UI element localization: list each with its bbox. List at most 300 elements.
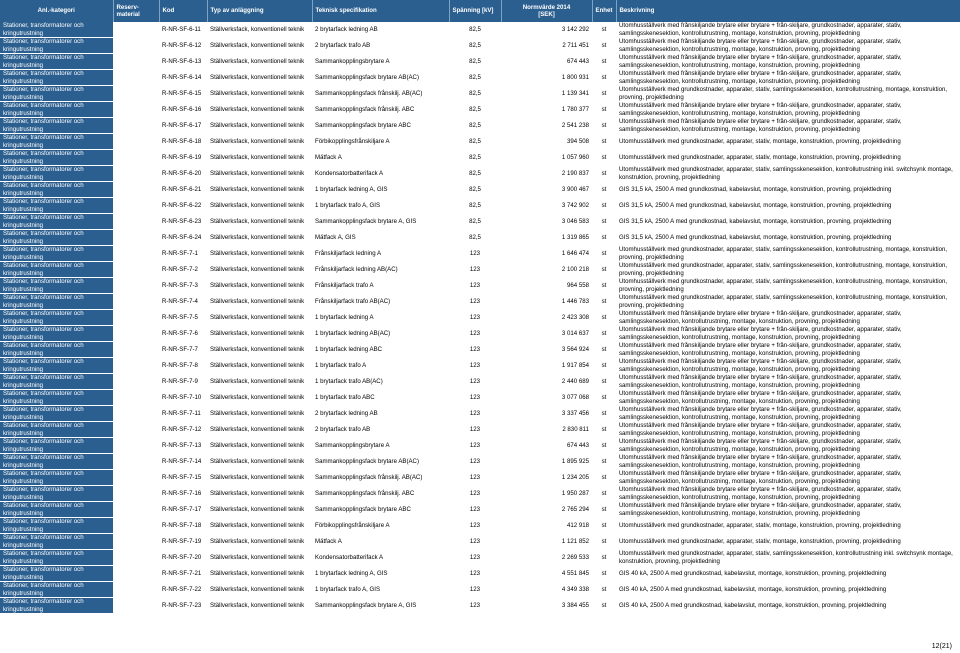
table-row (0, 262, 960, 278)
type-cell: Ställverksfack, konventionell teknik (207, 86, 312, 102)
spec-cell: Frånskiljarfack ledning AB(AC) (312, 262, 449, 278)
description-cell: GIS 31,5 kA, 2500 A med grundkostnad, kabelavslut, montage, konstruktion, provning, projektledning (616, 182, 960, 198)
reserve-cell (113, 534, 159, 550)
voltage-cell: 123 (449, 502, 501, 518)
norm-value-cell: 674 443 (501, 54, 592, 70)
category-cell: Stationer, transformatorer och kringutrustning (0, 54, 113, 70)
table-row (0, 70, 960, 86)
code-cell: R-NR-SF-7-16 (159, 486, 207, 502)
unit-cell: st (592, 518, 616, 534)
voltage-cell: 123 (449, 406, 501, 422)
code-cell: R-NR-SF-7-14 (159, 454, 207, 470)
spec-cell: 2 brytarfack ledning AB (312, 406, 449, 422)
type-cell: Ställverksfack, konventionell teknik (207, 598, 312, 614)
unit-cell: st (592, 182, 616, 198)
type-cell: Ställverksfack, konventionell teknik (207, 22, 312, 38)
norm-value-cell: 2 190 837 (501, 166, 592, 182)
norm-value-cell: 3 046 583 (501, 214, 592, 230)
header-description: Beskrivning (616, 0, 960, 22)
spec-cell: Förbikopplingsfrånskiljare A (312, 518, 449, 534)
reserve-cell (113, 454, 159, 470)
type-cell: Ställverksfack, konventionell teknik (207, 326, 312, 342)
code-cell: R-NR-SF-7-18 (159, 518, 207, 534)
description-cell: GIS 31,5 kA, 2500 A med grundkostnad, kabelavslut, montage, konstruktion, provning, projektledning (616, 198, 960, 214)
unit-cell: st (592, 86, 616, 102)
description-cell: Utomhusställverk med frånskiljande brytare eller brytare + från-skiljare, grundkostnader, apparater, stativ, samlingsskenesektion, kontrollutrustning, montage, konstruktion, provning, projektledning (616, 454, 960, 470)
type-cell: Ställverksfack, konventionell teknik (207, 422, 312, 438)
reserve-cell (113, 310, 159, 326)
spec-cell: Sammankopplingsfack frånskilj. ABC (312, 486, 449, 502)
description-cell: GIS 40 kA, 2500 A med grundkostnad, kabelavslut, montage, konstruktion, provning, projektledning (616, 598, 960, 614)
code-cell: R-NR-SF-7-4 (159, 294, 207, 310)
reserve-cell (113, 118, 159, 134)
unit-cell: st (592, 534, 616, 550)
voltage-cell: 82,5 (449, 70, 501, 86)
table-row (0, 598, 960, 614)
description-cell: Utomhusställverk med grundkostnader, apparater, stativ, montage, konstruktion, provning, projektledning (616, 518, 960, 534)
norm-value-cell: 4 349 338 (501, 582, 592, 598)
table-row (0, 406, 960, 422)
table-row (0, 326, 960, 342)
reserve-cell (113, 358, 159, 374)
code-cell: R-NR-SF-6-20 (159, 166, 207, 182)
table-row (0, 118, 960, 134)
category-cell: Stationer, transformatorer och kringutrustning (0, 438, 113, 454)
reserve-cell (113, 198, 159, 214)
description-cell: Utomhusställverk med frånskiljande brytare eller brytare + från-skiljare, grundkostnader, apparater, stativ, samlingsskenesektion, kontrollutrustning, montage, konstruktion, provning, projektledning (616, 102, 960, 118)
category-cell: Stationer, transformatorer och kringutrustning (0, 534, 113, 550)
type-cell: Ställverksfack, konventionell teknik (207, 358, 312, 374)
type-cell: Ställverksfack, konventionell teknik (207, 566, 312, 582)
table-row (0, 342, 960, 358)
reserve-cell (113, 374, 159, 390)
table-row (0, 454, 960, 470)
category-cell: Stationer, transformatorer och kringutrustning (0, 118, 113, 134)
spec-cell: Sammankopplingsfack brytare AB(AC) (312, 454, 449, 470)
type-cell: Ställverksfack, konventionell teknik (207, 278, 312, 294)
table-row (0, 502, 960, 518)
type-cell: Ställverksfack, konventionell teknik (207, 486, 312, 502)
type-cell: Ställverksfack, konventionell teknik (207, 38, 312, 54)
type-cell: Ställverksfack, konventionell teknik (207, 310, 312, 326)
description-cell: Utomhusställverk med frånskiljande brytare eller brytare + från-skiljare, grundkostnader, apparater, stativ, samlingsskenesektion, kontrollutrustning, montage, konstruktion, provning, projektledning (616, 406, 960, 422)
code-cell: R-NR-SF-7-9 (159, 374, 207, 390)
type-cell: Ställverksfack, konventionell teknik (207, 54, 312, 70)
norm-value-cell: 1 234 205 (501, 470, 592, 486)
table-row (0, 422, 960, 438)
category-cell: Stationer, transformatorer och kringutrustning (0, 470, 113, 486)
voltage-cell: 123 (449, 422, 501, 438)
unit-cell: st (592, 326, 616, 342)
norm-value-cell: 3 077 068 (501, 390, 592, 406)
norm-value-cell: 3 384 455 (501, 598, 592, 614)
header-category: Anl.-kategori (0, 0, 113, 22)
category-cell: Stationer, transformatorer och kringutrustning (0, 454, 113, 470)
category-cell: Stationer, transformatorer och kringutrustning (0, 198, 113, 214)
unit-cell: st (592, 294, 616, 310)
norm-value-cell: 3 142 292 (501, 22, 592, 38)
category-cell: Stationer, transformatorer och kringutrustning (0, 406, 113, 422)
code-cell: R-NR-SF-7-2 (159, 262, 207, 278)
description-cell: Utomhusställverk med grundkostnader, apparater, stativ, samlingsskenesektion, kontrollutrustning inkl. switchsynk montage, konstruktion, provning, projektledning (616, 550, 960, 566)
voltage-cell: 123 (449, 326, 501, 342)
norm-value-cell: 2 541 238 (501, 118, 592, 134)
voltage-cell: 82,5 (449, 118, 501, 134)
type-cell: Ställverksfack, konventionell teknik (207, 550, 312, 566)
category-cell: Stationer, transformatorer och kringutrustning (0, 310, 113, 326)
category-cell: Stationer, transformatorer och kringutrustning (0, 422, 113, 438)
table-row (0, 134, 960, 150)
code-cell: R-NR-SF-6-15 (159, 86, 207, 102)
unit-cell: st (592, 438, 616, 454)
unit-cell: st (592, 422, 616, 438)
code-cell: R-NR-SF-7-17 (159, 502, 207, 518)
description-cell: Utomhusställverk med grundkostnader, apparater, stativ, samlingsskenesektion, kontrollutrustning, montage, konstruktion, provning, projektledning (616, 86, 960, 102)
description-cell: GIS 40 kA, 2500 A med grundkostnad, kabelavslut, montage, konstruktion, provning, projektledning (616, 566, 960, 582)
voltage-cell: 123 (449, 246, 501, 262)
unit-cell: st (592, 374, 616, 390)
norm-value-cell: 412 918 (501, 518, 592, 534)
norm-value-cell: 4 551 845 (501, 566, 592, 582)
code-cell: R-NR-SF-6-19 (159, 150, 207, 166)
reserve-cell (113, 390, 159, 406)
unit-cell: st (592, 358, 616, 374)
type-cell: Ställverksfack, konventionell teknik (207, 198, 312, 214)
code-cell: R-NR-SF-7-10 (159, 390, 207, 406)
spec-cell: Kondensatorbatterifack A (312, 166, 449, 182)
code-cell: R-NR-SF-6-14 (159, 70, 207, 86)
category-cell: Stationer, transformatorer och kringutrustning (0, 134, 113, 150)
reserve-cell (113, 438, 159, 454)
voltage-cell: 123 (449, 550, 501, 566)
norm-value-cell: 1 895 925 (501, 454, 592, 470)
description-cell: Utomhusställverk med frånskiljande brytare eller brytare + från-skiljare, grundkostnader, apparater, stativ, samlingsskenesektion, kontrollutrustning, montage, konstruktion, provning, projektledning (616, 470, 960, 486)
table-row (0, 278, 960, 294)
reserve-cell (113, 486, 159, 502)
type-cell: Ställverksfack, konventionell teknik (207, 70, 312, 86)
norm-value-cell: 2 269 533 (501, 550, 592, 566)
reserve-cell (113, 422, 159, 438)
description-cell: Utomhusställverk med frånskiljande brytare eller brytare + från-skiljare, grundkostnader, apparater, stativ, samlingsskenesektion, kontrollutrustning, montage, konstruktion, provning, projektledning (616, 438, 960, 454)
spec-cell: Sammankopplingsfack frånskilj. ABC (312, 102, 449, 118)
table-row (0, 486, 960, 502)
spec-cell: Kondensatorbatterifack A (312, 550, 449, 566)
code-cell: R-NR-SF-6-24 (159, 230, 207, 246)
reserve-cell (113, 230, 159, 246)
table-row (0, 22, 960, 38)
type-cell: Ställverksfack, konventionell teknik (207, 374, 312, 390)
norm-value-cell: 1 139 341 (501, 86, 592, 102)
code-cell: R-NR-SF-7-15 (159, 470, 207, 486)
type-cell: Ställverksfack, konventionell teknik (207, 534, 312, 550)
table-row (0, 150, 960, 166)
unit-cell: st (592, 406, 616, 422)
code-cell: R-NR-SF-7-13 (159, 438, 207, 454)
table-row (0, 294, 960, 310)
norm-value-cell: 2 830 811 (501, 422, 592, 438)
unit-cell: st (592, 150, 616, 166)
voltage-cell: 82,5 (449, 150, 501, 166)
unit-cell: st (592, 454, 616, 470)
table-row (0, 438, 960, 454)
table-row (0, 582, 960, 598)
description-cell: Utomhusställverk med grundkostnader, apparater, stativ, samlingsskenesektion, kontrollutrustning inkl. switchsynk montage, konstruktion, provning, projektledning (616, 166, 960, 182)
type-cell: Ställverksfack, konventionell teknik (207, 214, 312, 230)
unit-cell: st (592, 230, 616, 246)
voltage-cell: 82,5 (449, 54, 501, 70)
category-cell: Stationer, transformatorer och kringutrustning (0, 214, 113, 230)
reserve-cell (113, 566, 159, 582)
reserve-cell (113, 246, 159, 262)
voltage-cell: 123 (449, 358, 501, 374)
category-cell: Stationer, transformatorer och kringutrustning (0, 550, 113, 566)
type-cell: Ställverksfack, konventionell teknik (207, 470, 312, 486)
reserve-cell (113, 102, 159, 118)
reserve-cell (113, 406, 159, 422)
type-cell: Ställverksfack, konventionell teknik (207, 182, 312, 198)
header-reserve: Reserv- material (113, 0, 159, 22)
header-unit: Enhet (592, 0, 616, 22)
voltage-cell: 82,5 (449, 230, 501, 246)
spec-cell: 2 brytarfack trafo AB (312, 38, 449, 54)
norm-value-cell: 2 100 218 (501, 262, 592, 278)
unit-cell: st (592, 70, 616, 86)
description-cell: Utomhusställverk med grundkostnader, apparater, stativ, samlingsskenesektion, kontrollutrustning, montage, konstruktion, provning, projektledning (616, 246, 960, 262)
type-cell: Ställverksfack, konventionell teknik (207, 134, 312, 150)
norm-value-cell: 2 765 294 (501, 502, 592, 518)
spec-cell: Mätfack A (312, 150, 449, 166)
description-cell: Utomhusställverk med frånskiljande brytare eller brytare + från-skiljare, grundkostnader, apparater, stativ, samlingsskenesektion, kontrollutrustning, montage, konstruktion, provning, projektledning (616, 70, 960, 86)
description-cell: Utomhusställverk med frånskiljande brytare eller brytare + från-skiljare, grundkostnader, apparater, stativ, samlingsskenesektion, kontrollutrustning, montage, konstruktion, provning, projektledning (616, 358, 960, 374)
type-cell: Ställverksfack, konventionell teknik (207, 454, 312, 470)
voltage-cell: 123 (449, 518, 501, 534)
category-cell: Stationer, transformatorer och kringutrustning (0, 262, 113, 278)
category-cell: Stationer, transformatorer och kringutrustning (0, 230, 113, 246)
norm-value-cell: 1 446 783 (501, 294, 592, 310)
description-cell: Utomhusställverk med grundkostnader, apparater, stativ, montage, konstruktion, provning, projektledning (616, 134, 960, 150)
code-cell: R-NR-SF-7-21 (159, 566, 207, 582)
type-cell: Ställverksfack, konventionell teknik (207, 502, 312, 518)
type-cell: Ställverksfack, konventionell teknik (207, 102, 312, 118)
voltage-cell: 82,5 (449, 102, 501, 118)
spec-cell: 2 brytarfack trafo AB (312, 422, 449, 438)
table-row (0, 38, 960, 54)
category-cell: Stationer, transformatorer och kringutrustning (0, 166, 113, 182)
description-cell: Utomhusställverk med frånskiljande brytare eller brytare + från-skiljare, grundkostnader, apparater, stativ, samlingsskenesektion, kontrollutrustning, montage, konstruktion, provning, projektledning (616, 502, 960, 518)
voltage-cell: 123 (449, 454, 501, 470)
category-cell: Stationer, transformatorer och kringutrustning (0, 22, 113, 38)
voltage-cell: 123 (449, 342, 501, 358)
spec-cell: Sammankopplingsfack brytare ABC (312, 502, 449, 518)
voltage-cell: 82,5 (449, 86, 501, 102)
reserve-cell (113, 326, 159, 342)
description-cell: Utomhusställverk med frånskiljande brytare eller brytare + från-skiljare, grundkostnader, apparater, stativ, samlingsskenesektion, kontrollutrustning, montage, konstruktion, provning, projektledning (616, 486, 960, 502)
description-cell: Utomhusställverk med frånskiljande brytare eller brytare + från-skiljare, grundkostnader, apparater, stativ, samlingsskenesektion, kontrollutrustning, montage, konstruktion, provning, projektledning (616, 342, 960, 358)
code-cell: R-NR-SF-6-18 (159, 134, 207, 150)
description-cell: Utomhusställverk med frånskiljande brytare eller brytare + från-skiljare, grundkostnader, apparater, stativ, samlingsskenesektion, kontrollutrustning, montage, konstruktion, provning, projektledning (616, 390, 960, 406)
voltage-cell: 123 (449, 278, 501, 294)
spec-cell: 1 brytarfack ledning A, GIS (312, 566, 449, 582)
spec-cell: Frånskiljarfack trafo AB(AC) (312, 294, 449, 310)
norm-value-cell: 3 014 637 (501, 326, 592, 342)
description-cell: Utomhusställverk med grundkostnader, apparater, stativ, samlingsskenesektion, kontrollutrustning, montage, konstruktion, provning, projektledning (616, 278, 960, 294)
norm-value-cell: 3 337 456 (501, 406, 592, 422)
unit-cell: st (592, 38, 616, 54)
code-cell: R-NR-SF-7-22 (159, 582, 207, 598)
unit-cell: st (592, 566, 616, 582)
type-cell: Ställverksfack, konventionell teknik (207, 246, 312, 262)
voltage-cell: 123 (449, 390, 501, 406)
type-cell: Ställverksfack, konventionell teknik (207, 118, 312, 134)
table-row (0, 198, 960, 214)
norm-value-cell: 674 443 (501, 438, 592, 454)
reserve-cell (113, 38, 159, 54)
spec-cell: 1 brytarfack ledning ABC (312, 342, 449, 358)
reserve-cell (113, 470, 159, 486)
unit-cell: st (592, 102, 616, 118)
norm-value-cell: 1 057 960 (501, 150, 592, 166)
code-cell: R-NR-SF-7-6 (159, 326, 207, 342)
reserve-cell (113, 598, 159, 614)
unit-cell: st (592, 470, 616, 486)
type-cell: Ställverksfack, konventionell teknik (207, 230, 312, 246)
header-code: Kod (159, 0, 207, 22)
reserve-cell (113, 70, 159, 86)
spec-cell: 1 brytarfack trafo A, GIS (312, 582, 449, 598)
header-type: Typ av anläggning (207, 0, 312, 22)
spec-cell: 1 brytarfack trafo A, GIS (312, 198, 449, 214)
code-cell: R-NR-SF-6-13 (159, 54, 207, 70)
reserve-cell (113, 54, 159, 70)
type-cell: Ställverksfack, konventionell teknik (207, 150, 312, 166)
code-cell: R-NR-SF-6-11 (159, 22, 207, 38)
voltage-cell: 123 (449, 486, 501, 502)
norm-value-cell: 1 121 852 (501, 534, 592, 550)
description-cell: Utomhusställverk med frånskiljande brytare eller brytare + från-skiljare, grundkostnader, apparater, stativ, samlingsskenesektion, kontrollutrustning, montage, konstruktion, provning, projektledning (616, 326, 960, 342)
reserve-cell (113, 150, 159, 166)
unit-cell: st (592, 550, 616, 566)
category-cell: Stationer, transformatorer och kringutrustning (0, 358, 113, 374)
type-cell: Ställverksfack, konventionell teknik (207, 438, 312, 454)
category-cell: Stationer, transformatorer och kringutrustning (0, 342, 113, 358)
unit-cell: st (592, 54, 616, 70)
table-row (0, 310, 960, 326)
description-cell: Utomhusställverk med frånskiljande brytare eller brytare + från-skiljare, grundkostnader, apparater, stativ, samlingsskenesektion, kontrollutrustning, montage, konstruktion, provning, projektledning (616, 54, 960, 70)
description-cell: Utomhusställverk med frånskiljande brytare eller brytare + från-skiljare, grundkostnader, apparater, stativ, samlingsskenesektion, kontrollutrustning, montage, konstruktion, provning, projektledning (616, 22, 960, 38)
code-cell: R-NR-SF-6-22 (159, 198, 207, 214)
category-cell: Stationer, transformatorer och kringutrustning (0, 86, 113, 102)
voltage-cell: 82,5 (449, 198, 501, 214)
category-cell: Stationer, transformatorer och kringutrustning (0, 278, 113, 294)
spec-cell: Sammankopplingsbrytare A (312, 438, 449, 454)
category-cell: Stationer, transformatorer och kringutrustning (0, 390, 113, 406)
norm-value-cell: 2 711 451 (501, 38, 592, 54)
category-cell: Stationer, transformatorer och kringutrustning (0, 294, 113, 310)
table-row (0, 374, 960, 390)
description-cell: Utomhusställverk med frånskiljande brytare eller brytare + från-skiljare, grundkostnader, apparater, stativ, samlingsskenesektion, kontrollutrustning, montage, konstruktion, provning, projektledning (616, 38, 960, 54)
voltage-cell: 82,5 (449, 38, 501, 54)
type-cell: Ställverksfack, konventionell teknik (207, 390, 312, 406)
spec-cell: Mätfack A (312, 534, 449, 550)
voltage-cell: 82,5 (449, 182, 501, 198)
code-cell: R-NR-SF-7-7 (159, 342, 207, 358)
category-cell: Stationer, transformatorer och kringutrustning (0, 518, 113, 534)
table-row (0, 566, 960, 582)
voltage-cell: 123 (449, 438, 501, 454)
unit-cell: st (592, 166, 616, 182)
table-row (0, 214, 960, 230)
reserve-cell (113, 278, 159, 294)
type-cell: Ställverksfack, konventionell teknik (207, 262, 312, 278)
reserve-cell (113, 86, 159, 102)
header-voltage: Spänning [kV] (449, 0, 501, 22)
reserve-cell (113, 182, 159, 198)
norm-value-cell: 1 646 474 (501, 246, 592, 262)
norm-value-cell: 2 440 689 (501, 374, 592, 390)
code-cell: R-NR-SF-7-19 (159, 534, 207, 550)
spec-cell: Sammankopplingsfack brytare AB(AC) (312, 70, 449, 86)
reserve-cell (113, 134, 159, 150)
type-cell: Ställverksfack, konventionell teknik (207, 294, 312, 310)
reserve-cell (113, 166, 159, 182)
type-cell: Ställverksfack, konventionell teknik (207, 342, 312, 358)
voltage-cell: 82,5 (449, 214, 501, 230)
voltage-cell: 82,5 (449, 166, 501, 182)
unit-cell: st (592, 598, 616, 614)
spec-cell: Frånskiljarfack ledning A (312, 246, 449, 262)
table-row (0, 230, 960, 246)
description-cell: Utomhusställverk med grundkostnader, apparater, stativ, montage, konstruktion, provning, projektledning (616, 150, 960, 166)
unit-cell: st (592, 214, 616, 230)
type-cell: Ställverksfack, konventionell teknik (207, 518, 312, 534)
reserve-cell (113, 342, 159, 358)
voltage-cell: 123 (449, 582, 501, 598)
unit-cell: st (592, 486, 616, 502)
category-cell: Stationer, transformatorer och kringutrustning (0, 502, 113, 518)
reserve-cell (113, 22, 159, 38)
header-spec: Teknisk specifikation (312, 0, 449, 22)
voltage-cell: 123 (449, 598, 501, 614)
category-cell: Stationer, transformatorer och kringutrustning (0, 598, 113, 614)
voltage-cell: 123 (449, 534, 501, 550)
reserve-cell (113, 502, 159, 518)
description-cell: Utomhusställverk med grundkostnader, apparater, stativ, samlingsskenesektion, kontrollutrustning, montage, konstruktion, provning, projektledning (616, 262, 960, 278)
table-row (0, 182, 960, 198)
description-cell: Utomhusställverk med grundkostnader, apparater, stativ, montage, konstruktion, provning, projektledning (616, 534, 960, 550)
category-cell: Stationer, transformatorer och kringutrustning (0, 582, 113, 598)
voltage-cell: 123 (449, 374, 501, 390)
category-cell: Stationer, transformatorer och kringutrustning (0, 374, 113, 390)
category-cell: Stationer, transformatorer och kringutrustning (0, 182, 113, 198)
description-cell: GIS 31,5 kA, 2500 A med grundkostnad, kabelavslut, montage, konstruktion, provning, projektledning (616, 230, 960, 246)
norm-value-cell: 3 564 924 (501, 342, 592, 358)
spec-cell: 1 brytarfack trafo ABC (312, 390, 449, 406)
unit-cell: st (592, 262, 616, 278)
spec-cell: 1 brytarfack ledning A (312, 310, 449, 326)
norm-value-cell: 964 558 (501, 278, 592, 294)
code-cell: R-NR-SF-6-21 (159, 182, 207, 198)
spec-cell: Förbikopplingsfrånskiljare A (312, 134, 449, 150)
spec-cell: 1 brytarfack trafo AB(AC) (312, 374, 449, 390)
description-cell: GIS 31,5 kA, 2500 A med grundkostnad, kabelavslut, montage, konstruktion, provning, projektledning (616, 214, 960, 230)
spec-cell: 1 brytarfack ledning AB(AC) (312, 326, 449, 342)
voltage-cell: 123 (449, 470, 501, 486)
description-cell: Utomhusställverk med frånskiljande brytare eller brytare + från-skiljare, grundkostnader, apparater, stativ, samlingsskenesektion, kontrollutrustning, montage, konstruktion, provning, projektledning (616, 310, 960, 326)
spec-cell: Sammankopplingsbrytare A (312, 54, 449, 70)
table-row (0, 86, 960, 102)
norm-value-cell: 1 780 377 (501, 102, 592, 118)
reserve-cell (113, 550, 159, 566)
